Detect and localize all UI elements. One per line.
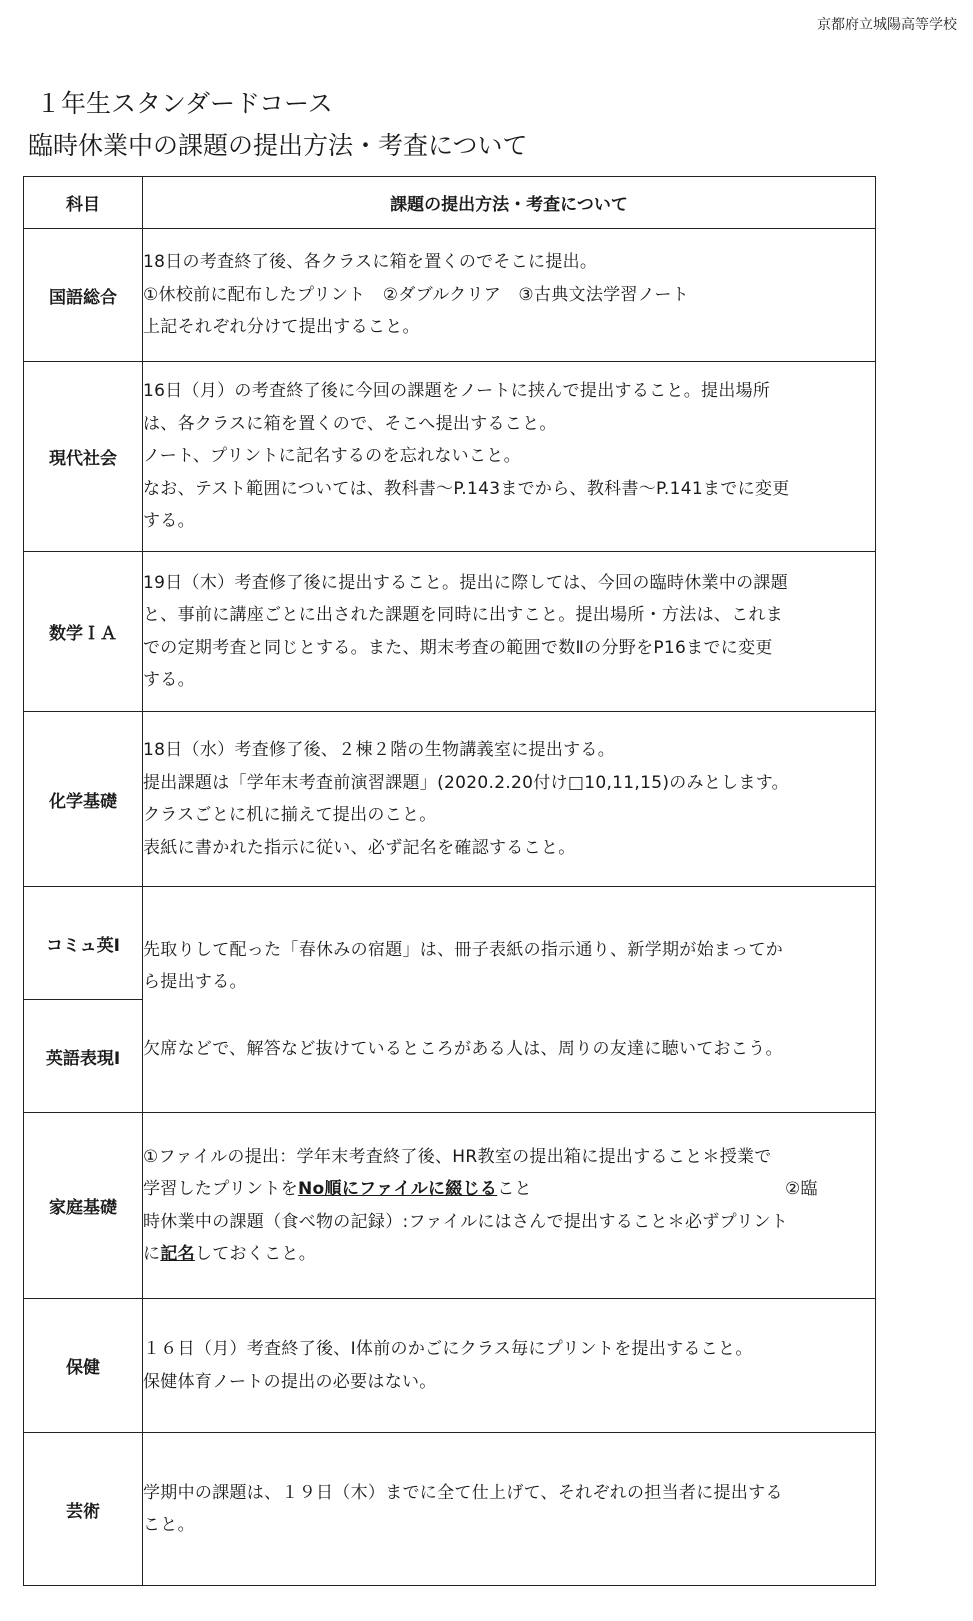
school-name: 京都府立城陽高等学校 [817, 17, 957, 33]
table-row [24, 1113, 876, 1299]
content-cell [143, 712, 876, 887]
page-title: １年生スタンダードコース [36, 89, 333, 118]
content-cell [143, 887, 876, 1113]
table-row [24, 712, 876, 887]
text-line: ①休校前に配布したプリント ②ダブルクリア ③古典文法学習ノート [143, 284, 690, 305]
content-cell [143, 1113, 876, 1299]
text-line: 表紙に書かれた指示に従い、必ず記名を確認すること。 [143, 837, 576, 858]
text-line: 時休業中の課題（食べ物の記録）:ファイルにはさんで提出すること＊必ずプリント [143, 1211, 789, 1232]
text-line [143, 1173, 875, 1206]
content-cell [143, 362, 876, 552]
spacer [143, 999, 875, 1033]
page-subtitle: 臨時休業中の課題の提出方法・考査について [28, 131, 528, 160]
text-segment: に [143, 1244, 161, 1264]
text-segment: こと [497, 1179, 532, 1199]
text-segment: 学習したプリントを [143, 1179, 299, 1199]
text-line: こと。 [143, 1515, 195, 1535]
text-line: 18日の考査終了後、各クラスに箱を置くのでそこに提出。 [143, 252, 598, 273]
text-line: 18日（水）考査修了後、２棟２階の生物講義室に提出する。 [143, 740, 616, 760]
text-line: 保健体育ノートの提出の必要はない。 [143, 1371, 437, 1392]
subject-cell: コミュ英Ⅰ [24, 887, 143, 1000]
text-segment: しておくこと。 [194, 1244, 317, 1264]
text-line: での定期考査と同じとする。また、期末考査の範囲で数Ⅱの分野をP16までに変更 [143, 637, 773, 658]
text-line: は、各クラスに箱を置くので、そこへ提出すること。 [143, 413, 557, 434]
content-cell [143, 1299, 876, 1433]
text-line: 提出課題は「学年末考査前演習課題」(2020.2.20付け□10,11,15)のみとします。 [143, 772, 789, 793]
text-line: ら提出する。 [143, 972, 247, 993]
underlined-text: 記名 [160, 1244, 195, 1264]
subject-cell: 英語表現Ⅰ [24, 1000, 143, 1113]
text-line: なお、テスト範囲については、教科書～P.143までから、教科書～P.141までに変更 [143, 478, 790, 499]
subject-cell: 数学ＩＡ [24, 552, 143, 712]
subject-cell: 国語総合 [24, 229, 143, 362]
text-line: 上記それぞれ分けて提出すること。 [143, 317, 420, 338]
text-line: 16日（月）の考査終了後に今回の課題をノートに挟んで提出すること。提出場所 [143, 381, 771, 402]
table-row [24, 229, 876, 362]
text-line: １６日（月）考査終了後、Ⅰ体前のかごにクラス毎にプリントを提出すること。 [143, 1339, 753, 1359]
text-line: と、事前に講座ごとに出された課題を同時に出すこと。提出場所・方法は、これま [143, 605, 784, 625]
text-line: 19日（木）考査修了後に提出すること。提出に際しては、今回の臨時休業中の課題 [143, 572, 789, 593]
text-line: ノート、プリントに記名するのを忘れないこと。 [143, 446, 521, 467]
table-row [24, 1299, 876, 1433]
text-line: ①ファイルの提出：学年末考査終了後、HR教室の提出箱に提出すること＊授業で [143, 1146, 772, 1167]
text-line: 先取りして配った「春休みの宿題」は、冊子表紙の指示通り、新学期が始まってか [143, 939, 784, 960]
content-cell [143, 552, 876, 712]
text-line [143, 1238, 875, 1271]
table-row [24, 1433, 876, 1586]
text-line: 学期中の課題は、１９日（木）までに全て仕上げて、それぞれの担当者に提出する [143, 1482, 783, 1503]
text-line: する。 [143, 670, 195, 690]
subject-cell: 保健 [24, 1299, 143, 1433]
header-subject: 科目 [24, 177, 143, 229]
content-cell [143, 229, 876, 362]
text-line: する。 [143, 511, 195, 532]
content-cell [143, 1433, 876, 1586]
text-segment: ②臨 [785, 1179, 818, 1199]
subject-cell: 現代社会 [24, 362, 143, 552]
text-line: クラスごとに机に揃えて提出のこと。 [143, 805, 437, 825]
table-header-row [24, 177, 876, 229]
table-row [24, 552, 876, 712]
text-line: 欠席などで、解答など抜けているところがある人は、周りの友達に聴いておこう。 [143, 1038, 783, 1059]
header-content: 課題の提出方法・考査について [143, 177, 876, 229]
table-row [24, 887, 876, 1000]
subject-cell: 化学基礎 [24, 712, 143, 887]
table-row [24, 362, 876, 552]
underlined-text: No順にファイルに綴じる [298, 1179, 498, 1199]
subject-cell: 家庭基礎 [24, 1113, 143, 1299]
assignment-table [23, 176, 876, 1586]
subject-cell: 芸術 [24, 1433, 143, 1586]
